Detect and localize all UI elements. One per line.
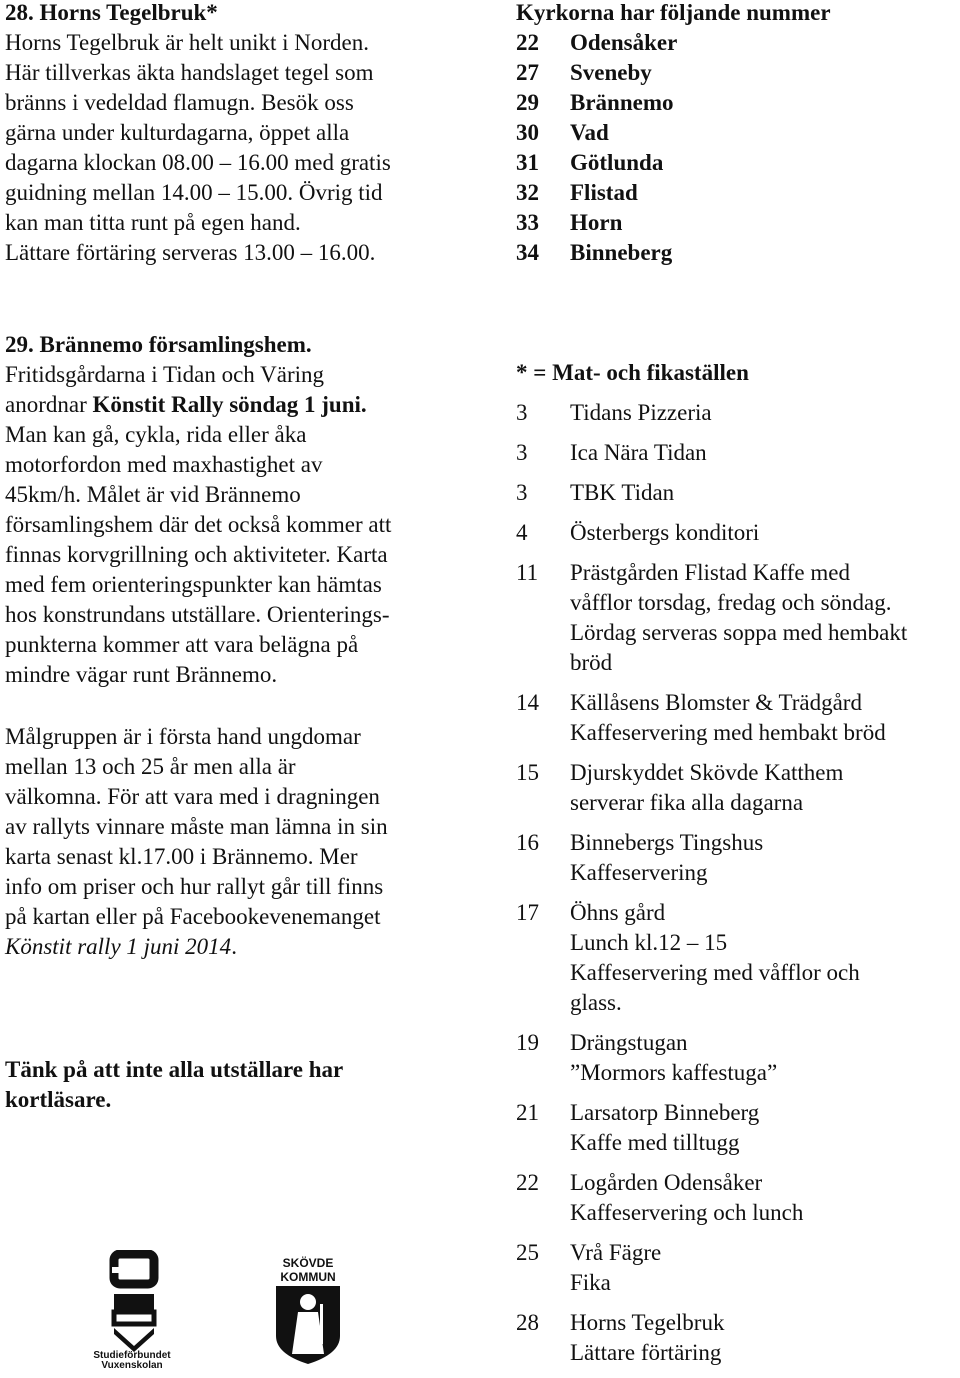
section-28-line: gärna under kulturdagarna, öppet alla — [5, 120, 350, 145]
church-name: Odensåker — [570, 30, 678, 55]
entry-line: Lördag serveras soppa med hembakt — [570, 620, 908, 645]
section-28-line: Horns Tegelbruk är helt unikt i Norden. — [5, 30, 369, 55]
entry-line: Kaffeservering med hembakt bröd — [570, 720, 886, 745]
entry-number: 16 — [516, 830, 539, 855]
entry-text — [570, 478, 674, 508]
entry-line: bröd — [570, 650, 613, 675]
food-coffee-entry — [516, 1028, 960, 1088]
section-29-heading: 29. Brännemo församlingshem. — [5, 332, 312, 357]
logo-d-shape — [114, 1294, 154, 1310]
section-29-line — [5, 932, 475, 962]
church-row — [516, 28, 956, 58]
church-number: 29 — [516, 90, 539, 115]
food-coffee-entry — [516, 1168, 960, 1228]
church-name: Brännemo — [570, 90, 674, 115]
section-28-line: Här tillverkas äkta handslaget tegel som — [5, 60, 374, 85]
saint-head-icon — [300, 1294, 316, 1310]
church-row — [516, 118, 956, 148]
section-29-line: motorfordon med maxhastighet av — [5, 452, 323, 477]
entry-line: Larsatorp Binneberg — [570, 1100, 760, 1125]
entry-text — [570, 1168, 803, 1228]
food-coffee-entry — [516, 518, 960, 548]
church-number: 33 — [516, 210, 539, 235]
entry-line: Fika — [570, 1270, 611, 1295]
entry-line: Källåsens Blomster & Trädgård — [570, 690, 862, 715]
section-29-line: av rallyts vinnare måste man lämna in sin — [5, 814, 388, 839]
entry-number: 3 — [516, 480, 528, 505]
section-29-line: punkterna kommer att vara belägna på — [5, 632, 359, 657]
entry-number: 3 — [516, 440, 528, 465]
church-name: Binneberg — [570, 240, 673, 265]
logo-s-gap — [112, 1267, 134, 1273]
section-29-line: info om priser och hur rallyt går till finns — [5, 874, 384, 899]
church-name: Vad — [570, 120, 609, 145]
food-coffee-entry — [516, 478, 960, 508]
food-coffee-entry — [516, 898, 960, 1018]
entry-text — [570, 828, 763, 888]
section-28-line: dagarna klockan 08.00 – 16.00 med gratis — [5, 150, 391, 175]
section-29-line: på kartan eller på Facebookevenemanget — [5, 904, 381, 929]
entry-line: Kaffe med tilltugg — [570, 1130, 740, 1155]
section-29 — [5, 330, 475, 690]
section-28 — [5, 0, 475, 268]
church-number: 31 — [516, 150, 539, 175]
facebook-event-name: Könstit rally 1 juni 2014 — [5, 934, 232, 959]
entry-number: 15 — [516, 760, 539, 785]
church-name: Sveneby — [570, 60, 652, 85]
entry-text — [570, 518, 759, 548]
section-29-text: anordnar — [5, 392, 93, 417]
entry-line: ”Mormors kaffestuga” — [570, 1060, 778, 1085]
section-29-line: välkomna. För att vara med i dragningen — [5, 784, 380, 809]
logo-text-line-2: KOMMUN — [280, 1270, 336, 1284]
rally-title: Könstit Rally söndag 1 juni. — [92, 392, 367, 417]
entry-text — [570, 898, 860, 1018]
food-coffee-entry — [516, 558, 960, 678]
entry-line: Österbergs konditori — [570, 520, 760, 545]
entry-line: serverar fika alla dagarna — [570, 790, 804, 815]
entry-line: TBK Tidan — [570, 480, 675, 505]
entry-text — [570, 398, 712, 428]
entry-line: Kaffeservering — [570, 860, 708, 885]
entry-number: 11 — [516, 560, 539, 585]
food-coffee-entry — [516, 1308, 960, 1368]
entry-line: Drängstugan — [570, 1030, 688, 1055]
entry-number: 17 — [516, 900, 539, 925]
entry-line: Djurskyddet Skövde Katthem — [570, 760, 844, 785]
section-28-line: bränns i vedeldad flamugn. Besök oss — [5, 90, 354, 115]
church-number: 32 — [516, 180, 539, 205]
entry-number: 3 — [516, 400, 528, 425]
entry-line: Horns Tegelbruk — [570, 1310, 725, 1335]
entry-line: glass. — [570, 990, 622, 1015]
entry-text — [570, 1028, 777, 1088]
logo-text-line-1: SKÖVDE — [282, 1256, 334, 1270]
section-29-line: Fritidsgårdarna i Tidan och Väring — [5, 362, 324, 387]
section-29-line: med fem orienteringspunkter kan hämtas — [5, 572, 382, 597]
entry-number: 14 — [516, 690, 539, 715]
section-29-text: . — [231, 934, 237, 959]
section-28-line: kan man titta runt på egen hand. — [5, 210, 301, 235]
logo-text-line-1: Studieförbundet — [93, 1350, 171, 1361]
section-29-line: Målgruppen är i första hand ungdomar — [5, 724, 361, 749]
entry-text — [570, 558, 907, 678]
card-reader-note — [5, 1055, 475, 1115]
note-line: kortläsare. — [5, 1087, 112, 1112]
section-29-paragraph-2 — [5, 722, 475, 962]
church-row — [516, 148, 956, 178]
note-line: Tänk på att inte alla utställare har — [5, 1057, 344, 1082]
church-row — [516, 58, 956, 88]
entry-text — [570, 1308, 724, 1368]
entry-line: våfflor torsdag, fredag och söndag. — [570, 590, 892, 615]
church-number: 22 — [516, 30, 539, 55]
section-29-line: mellan 13 och 25 år men alla är — [5, 754, 296, 779]
food-coffee-entry — [516, 1238, 960, 1298]
church-number-list — [516, 0, 956, 268]
church-name: Flistad — [570, 180, 638, 205]
section-29-line: Man kan gå, cykla, rida eller åka — [5, 422, 307, 447]
food-coffee-entry — [516, 828, 960, 888]
church-name: Horn — [570, 210, 623, 235]
skovde-kommun-logo — [268, 1254, 348, 1366]
entry-line: Lunch kl.12 – 15 — [570, 930, 728, 955]
food-coffee-entry — [516, 688, 960, 748]
section-29-line: 45km/h. Målet är vid Brännemo — [5, 482, 301, 507]
church-row — [516, 88, 956, 118]
food-coffee-heading: * = Mat- och fikaställen — [516, 360, 749, 385]
entry-number: 4 — [516, 520, 528, 545]
food-coffee-list — [516, 358, 960, 1378]
church-number: 30 — [516, 120, 539, 145]
entry-text — [570, 688, 886, 748]
church-list-heading: Kyrkorna har följande nummer — [516, 0, 831, 25]
studieforbundet-vuxenskolan-logo — [82, 1250, 182, 1368]
saint-staff-icon — [320, 1304, 323, 1344]
entry-line: Lättare förtäring — [570, 1340, 722, 1365]
entry-line: Tidans Pizzeria — [570, 400, 712, 425]
food-coffee-entry — [516, 758, 960, 818]
entry-text — [570, 1238, 661, 1298]
entry-line: Logården Odensåker — [570, 1170, 763, 1195]
section-28-line: Lättare förtäring serveras 13.00 – 16.00. — [5, 240, 376, 265]
logo-v-shape — [114, 1328, 154, 1352]
church-row — [516, 208, 956, 238]
entry-number: 22 — [516, 1170, 539, 1195]
entry-number: 25 — [516, 1240, 539, 1265]
section-28-heading: 28. Horns Tegelbruk* — [5, 0, 218, 25]
church-row — [516, 238, 956, 268]
church-name: Götlunda — [570, 150, 664, 175]
entry-number: 21 — [516, 1100, 539, 1125]
entry-number: 19 — [516, 1030, 539, 1055]
section-28-line: guidning mellan 14.00 – 15.00. Övrig tid — [5, 180, 383, 205]
section-29-line — [5, 390, 475, 420]
entry-line: Binnebergs Tingshus — [570, 830, 764, 855]
entry-line: Ica Nära Tidan — [570, 440, 707, 465]
food-coffee-entries — [516, 398, 960, 1368]
entry-number: 28 — [516, 1310, 539, 1335]
section-29-line: mindre vägar runt Brännemo. — [5, 662, 278, 687]
entry-line: Öhns gård — [570, 900, 666, 925]
entry-text — [570, 438, 707, 468]
logo-d-outline — [114, 1312, 154, 1324]
section-29-line: finnas korvgrillning och aktiviteter. Karta — [5, 542, 388, 567]
entry-line: Kaffeservering med våfflor och — [570, 960, 860, 985]
section-29-line: församlingshem där det också kommer att — [5, 512, 392, 537]
logo-text-line-2: Vuxenskolan — [101, 1360, 163, 1368]
entry-line: Vrå Fägre — [570, 1240, 662, 1265]
entry-line: Kaffeservering och lunch — [570, 1200, 804, 1225]
food-coffee-entry — [516, 438, 960, 468]
entry-text — [570, 1098, 759, 1158]
church-row — [516, 178, 956, 208]
section-29-line: karta senast kl.17.00 i Brännemo. Mer — [5, 844, 358, 869]
entry-line: Prästgården Flistad Kaffe med — [570, 560, 850, 585]
section-29-line: hos konstrundans utställare. Orienterings- — [5, 602, 390, 627]
food-coffee-entry — [516, 398, 960, 428]
entry-text — [570, 758, 843, 818]
food-coffee-entry — [516, 1098, 960, 1158]
church-number: 27 — [516, 60, 539, 85]
church-number: 34 — [516, 240, 539, 265]
